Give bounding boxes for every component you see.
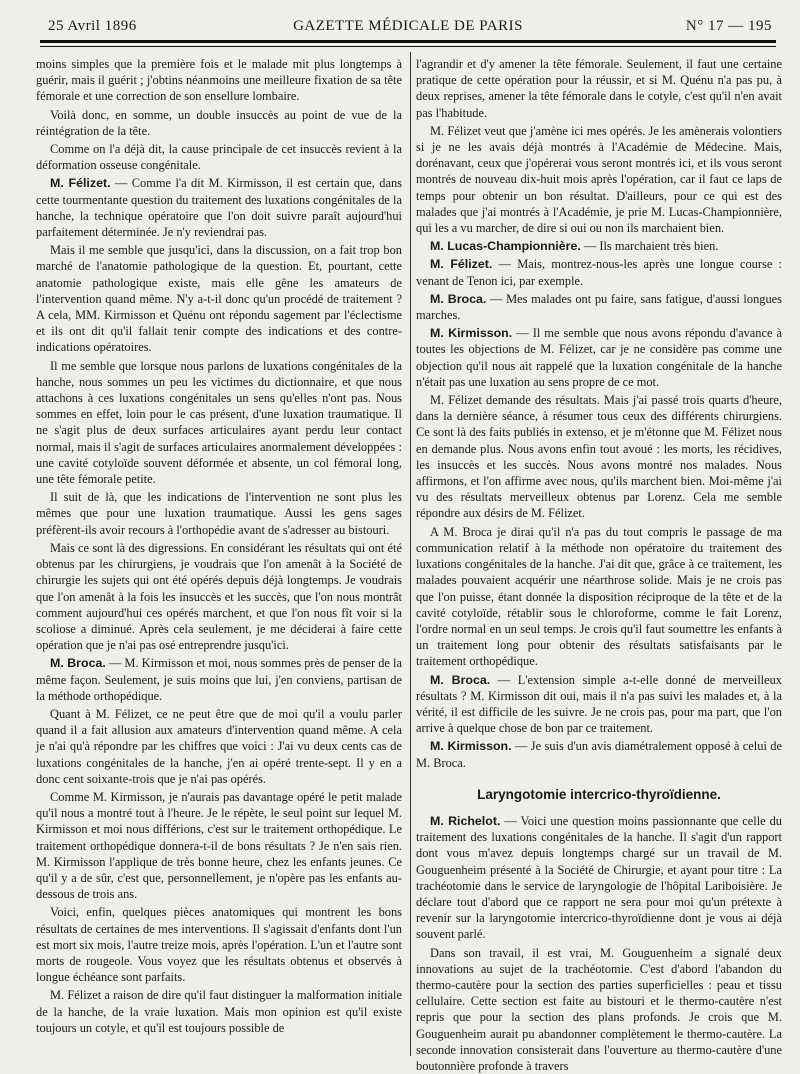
paragraph-text: M. Félizet veut que j'amène ici mes opérés. Je les amènerais volontiers si je ne les avais déjà montrés à l'Académie de Médecine. Mais, dorénavant, ceux que j'opérerai vous seront montrés ici, et ils vous seront montrés de nouveau dix-huit mois après l'opération, car il faut ce laps de temps pour obtenir un bon résultat. D'ailleurs, pour ce qui est des malades que j'ai montrés à l'Académie, je prie M. Lucas-Championnière, qui les a vu marcher, de dire si oui ou non ils marchaient bien. [416, 123, 782, 236]
paragraph [36, 489, 402, 538]
paragraph-text: A M. Broca je dirai qu'il n'a pas du tout compris le passage de ma communication relatif à la méthode non opératoire du traitement des luxations congénitales de la hanche. J'ai dit que, grâce à ce traitement, les malades pouvaient acquérir une néarthrose solide. Mais je ne crois pas que l'on puisse, étant donnée la disposition réciproque de la tête et de la cavité cotyloïde, rétablir sous le chloroforme, comme le fait Lorenz, l'ordre normal en un seul temps. Je crois qu'il faut soumettre les enfants à un traitement long pour obtenir des résultats satisfaisants par le traitement orthopédique. [416, 524, 782, 669]
paragraph-text: — M. Kirmisson et moi, nous sommes près de penser de la même façon. Seulement, je suis moins que lui, j'en conviens, partisan de la méthode orthopédique. [36, 656, 402, 703]
paragraph [416, 738, 782, 770]
paragraph-text: Mais il me semble que jusqu'ici, dans la discussion, on a fait trop bon marché de l'anatomie pathologique de la question. Et, pourtant, cette anatomie pathologique existe, mais elle gêne les amateurs de l'intervention quand même. N'y a-t-il donc qu'un procédé de traitement ? A cela, MM. Kirmisson et Quénu ont répondu sagement par l'éclectisme et ils ont dit qu'il fallait tenir compte des indications et des contre-indications opératoires. [36, 243, 402, 355]
header-rule-thin [40, 46, 776, 47]
paragraph-text: l'agrandir et d'y amener la tête fémorale. Seulement, il faut une certaine pratique de cette opération pour la réussir, et si M. Quénu n'a pas pu, à deux reprises, amener la tête fémorale dans le cotyle, c'est qu'il n'en avait pas l'habitude. [416, 57, 782, 120]
paragraph [416, 813, 782, 943]
paragraph-text: Comme on l'a déjà dit, la cause principale de cet insuccès revient à la déformation osseuse congénitale. [36, 142, 402, 173]
column-separator [410, 52, 411, 1056]
speaker-name: M. Félizet. [430, 257, 493, 272]
page-number: 195 [748, 18, 772, 34]
paragraph [36, 175, 402, 240]
paragraph-text: M. Félizet a raison de dire qu'il faut distinguer la malformation initiale de la hanche, de la vraie luxation. Mais mon opinion est qu'il existe toujours un cotyle, et qu'il est toujours possible de [36, 988, 402, 1035]
speaker-name: M. Richelot. [430, 813, 501, 828]
paragraph [36, 987, 402, 1036]
paragraph [416, 672, 782, 737]
paragraph [416, 56, 782, 121]
speaker-name: M. Broca. [50, 656, 106, 671]
paragraph-text: — Il me semble que nous avons répondu d'avance à toutes les objections de M. Félizet, car je ne considère pas comme une objection qu'il nous ait rappelé que la luxation congénitale de la hanche n'était pas une luxation au sens propre de ce mot. [416, 326, 782, 389]
speaker-name: M. Lucas-Championnière. [430, 239, 581, 254]
speaker-name: M. Kirmisson. [430, 326, 513, 341]
paragraph-text: Voilà donc, en somme, un double insuccès au point de vue de la réintégration de la tête. [36, 107, 402, 138]
paragraph [36, 242, 402, 355]
paragraph [36, 706, 402, 787]
paragraph [36, 358, 402, 488]
paragraph-text: Voici, enfin, quelques pièces anatomiques qui montrent les bons résultats de certaines de mes interventions. Il s'agissait d'enfants dont l'un est mort six mois, l'autre treize mois, après l'opération. L'un et l'autre sont morts de rougeole. Vous voyez que les résultats obtenus et observés à longue échéance sont parfaits. [36, 905, 402, 985]
paragraph [416, 238, 782, 254]
paragraph [416, 123, 782, 236]
paragraph-text: Mais ce sont là des digressions. En considérant les résultats qui ont été obtenus par les chirurgiens, je voudrais que l'on amenât à la Société de chirurgie les sujets qui ont été opérés depuis déjà longtemps. Je voudrais que l'on amenât à la fois les insuccès et les succès, que l'on nous montrât comment aujourd'hui ces opérés marchent, et que l'on nous fît voir si la scoliose a diminué. Après cela seulement, je me déciderai à faire cette opération que je n'ai pas osé entreprendre jusqu'ici. [36, 540, 402, 653]
left-column [36, 56, 402, 1052]
paragraph-text: — Voici une question moins passionnante que celle du traitement des luxations congénitales de la hanche. Il s'agit d'un rapport dont vous m'avez depuis longtemps chargé sur un travail de M. Gouguenheim présenté à la Société de Chirurgie, et ayant pour titre : La trachéotomie dans le service de laryngologie de l'hôpital Lariboisière. Je déclare tout d'abord que ce rapport ne sera pour moi qu'un prétexte à revenir sur la laryngotomie intercrico-thyroïdienne dont je vous ai déjà souvent parlé. [416, 813, 782, 942]
paragraph-text: moins simples que la première fois et le malade mit plus longtemps à guérir, mais il guérit ; j'obtins néanmoins une meilleure fixation de sa tête fémorale et une correction de son ensellure lombaire. [36, 57, 402, 104]
paragraph-text: Il suit de là, que les indications de l'intervention ne sont plus les mêmes que pour une luxation traumatique. Aussi les gens sages préfèrent-ils avoir recours à l'orthopédie avant de s'adresser au bistouri. [36, 490, 402, 537]
paragraph-text: — Comme l'a dit M. Kirmisson, il est certain que, dans cette tourmentante question du traitement des luxations congénitales de la hanche, la technique opératoire que l'on doit suivre paraît aujourd'hui parfaitement déterminée. Je n'y reviendrai pas. [36, 176, 402, 240]
paragraph [416, 256, 782, 288]
paragraph [36, 107, 402, 139]
paragraph-text: Dans son travail, il est vrai, M. Gouguenheim a signalé deux innovations au sujet de la trachéotomie. C'est d'abord l'abandon du thermo-cautère pour la section des parties superficielles : peau et tissu cellulaire. Cette section est faite au bistouri et le thermo-cautère n'est repris que pour la section des plans profonds. Je crois que M. Gouguenheim aurait pu abandonner complètement le thermo-cautère. La seconde innovation consisterait dans l'ouverture au thermo-cautère d'une boutonnière profonde à travers [416, 945, 782, 1073]
journal-title: GAZETTE MÉDICALE DE PARIS [293, 18, 523, 34]
speaker-name: M. Kirmisson. [430, 739, 512, 754]
issue-page: N° 17 — 195 [685, 18, 772, 34]
paragraph-text: Comme M. Kirmisson, je n'aurais pas davantage opéré le petit malade qu'il nous a montré tout à l'heure. Je le répète, le seul point sur lequel M. Kirmisson et moi nous différions, c'est sur le traitement orthopédique. Le traitement orthopédique donnera-t-il de bons résultats ? Je n'en sais rien. M. Kirmisson l'applique de très bonne heure, chez les enfants jeunes. Ce qu'il y a de sûr, c'est que, personnellement, je n'opère pas les enfants au-dessous de trois ans. [36, 789, 402, 902]
paragraph-text: Quant à M. Félizet, ce ne peut être que de moi qu'il a voulu parler quand il a fait allusion aux amateurs d'intervention quand même. A cela je n'ai qu'à répondre par les chiffres que voici : J'ai vu deux cents cas de luxations congénitales de la hanche, j'en ai opéré trente-sept. Il y en a donc cent soixante-trois que je n'ai pas opérés. [36, 706, 402, 786]
paragraph [36, 904, 402, 985]
paragraph [416, 291, 782, 323]
paragraph [36, 56, 402, 105]
paragraph-text: Il me semble que lorsque nous parlons de luxations congénitales de la hanche, nous sommes un peu les victimes du dictionnaire, et que nous attachons à ces luxations congénitales un sens qu'elles n'ont pas. Nous sommes en effet, loin pour le cas présent, d'une luxation traumatique. Il ne s'agit plus de deux surfaces articulaires ayant perdu leur contact normal, mais il s'agit de surfaces articulaires anormalement développées : une cavité cotyloïde souvent déformée et absente, un col fémoral long, une tête fémorale petite. [36, 358, 402, 487]
paragraph-text: — Mes malades ont pu faire, sans fatigue, d'aussi longues marches. [416, 291, 782, 323]
paragraph [416, 524, 782, 670]
paragraph [416, 945, 782, 1074]
paragraph-text: — Mais, montrez-nous-les après une longue course : venant de Tenon ici, par exemple. [416, 257, 782, 288]
paragraph-text: M. Félizet demande des résultats. Mais j'ai passé trois quarts d'heure, dans la dernière séance, à résumer tous ceux des différents chirurgiens. Ce sont là des faits publiés in extenso, et je m'étonne que M. Félizet nous en demande plus. Nous avons enfin tout avoué : les morts, les récidives, les insuccès et les succès. Nous avons montré nos malades. Nous affirmons, et l'on affirme avec nous, qu'ils marchent bien. Moi-même j'ai vu des résultats merveilleux obtenus par Lorenz. Cela me semble répondre aux désirs de M. Félizet. [416, 393, 782, 521]
paragraph-text: — L'extension simple a-t-elle donné de merveilleux résultats ? M. Kirmisson dit oui, mais il n'a pas suivi les malades et, à la vérité, il est difficile de les suivre. Je ne crois pas, pour ma part, que l'on arrive à quelque chose de bon par ce traitement. [416, 672, 782, 736]
issue-number: N° 17 [685, 18, 724, 34]
speaker-name: M. Félizet. [50, 176, 111, 191]
speaker-name: M. Broca. [430, 291, 487, 306]
paragraph-text: — Je suis d'un avis diamétralement opposé à celui de M. Broca. [416, 739, 783, 770]
paragraph-text: — Ils marchaient très bien. [580, 239, 719, 254]
page-header [40, 14, 776, 36]
paragraph [36, 655, 402, 704]
paragraph [36, 540, 402, 653]
paragraph [36, 141, 402, 173]
header-rule-thick [40, 40, 776, 43]
issue-date: 25 Avril 1896 [48, 18, 137, 34]
section-title: Laryngotomie intercrico-thyroïdienne. [477, 786, 721, 802]
paragraph [416, 392, 782, 522]
speaker-name: M. Broca. [430, 672, 491, 687]
paragraph [416, 325, 782, 390]
paragraph [36, 789, 402, 902]
right-column [416, 56, 783, 1073]
